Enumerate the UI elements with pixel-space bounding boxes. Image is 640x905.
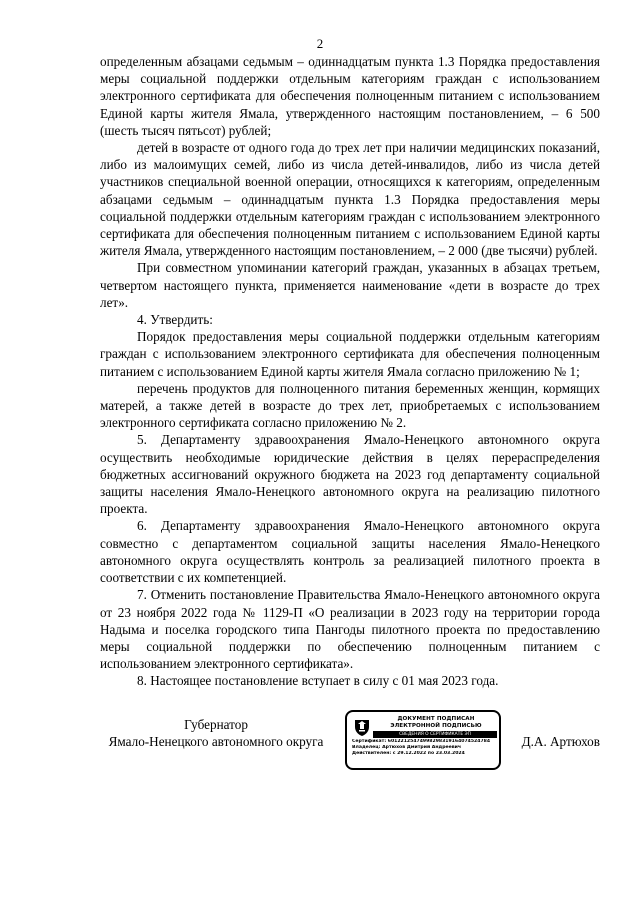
electronic-signature-stamp <box>345 710 501 770</box>
paragraph: При совместном упоминании категорий граждан, указанных в абзацах третьем, четвертом настоящего пункта, применяется наименование «дети в возрасте до трех лет». <box>100 260 600 310</box>
paragraph: перечень продуктов для полноценного питания беременных женщин, кормящих матерей, а также детей в возрасте до трех лет, приобретаемых с использованием электронного сертификата согласно приложению № 2. <box>100 380 600 431</box>
stamp-title-line: ЭЛЕКТРОННОЙ ПОДПИСЬЮ <box>390 723 482 729</box>
signatory-region: Ямало-Ненецкого автономного округа <box>108 734 324 750</box>
stamp-band: СВЕДЕНИЯ О СЕРТИФИКАТЕ ЭП <box>373 731 497 738</box>
signature-block <box>100 716 600 776</box>
stamp-validity: Действителен: с 29.12.2022 по 23.03.2024 <box>352 751 465 757</box>
paragraph: 7. Отменить постановление Правительства Ямало-Ненецкого автономного округа от 23 ноября 2022 года № 1129-П «О реализации в 2023 году на территории города Надыма и поселка городского типа Пангоды пилотного проекта по предоставлению меры социальной поддержки по обеспечению полноценным питанием с использованием электронного сертификата». <box>100 587 600 672</box>
paragraph: 5. Департаменту здравоохранения Ямало-Ненецкого автономного округа осуществить необходимые юридические действия в целях перераспределения бюджетных ассигнований окружного бюджета на 2023 год департаменту социальной защиты населения Ямало-Ненецкого автономного округа на реализацию пилотного проекта. <box>100 432 600 517</box>
stamp-title <box>373 716 499 730</box>
signatory-name: Д.А. Артюхов <box>521 734 600 749</box>
signatory-position <box>100 716 332 750</box>
coat-of-arms-icon <box>352 717 372 737</box>
document-body <box>100 53 600 690</box>
paragraph: 6. Департаменту здравоохранения Ямало-Ненецкого автономного округа совместно с департаментом социальной защиты населения Ямало-Ненецкого автономного округа осуществлять контроль за реализацией пилотного проекта в соответствии с их компетенцией. <box>100 518 600 586</box>
stamp-title-line: ДОКУМЕНТ ПОДПИСАН <box>397 716 475 722</box>
paragraph: определенным абзацами седьмым – одиннадцатым пункта 1.3 Порядка предоставления меры социальной поддержки отдельным категориям граждан с использованием электронного сертификата для обеспечения полноценным питанием с использованием Единой карты жителя Ямала, утвержденного настоящим постановлением, – 6 500 (шесть тысяч пятьсот) рублей; <box>100 54 600 138</box>
page-number: 2 <box>316 36 324 51</box>
stamp-certificate: Сертификат: 60122125474998298319164074524784 <box>352 739 491 744</box>
stamp-details <box>352 739 500 758</box>
stamp-owner: Владелец: Артюхов Дмитрий Андреевич <box>352 745 462 751</box>
signatory-title: Губернатор <box>184 717 248 732</box>
paragraph: детей в возрасте от одного года до трех лет при наличии медицинских показаний, либо из малоимущих семей, либо из числа детей-инвалидов, либо из числа детей участников специальной военной операции, относящихся к категориям, определенным абзацами седьмым – одиннадцатым пункта 1.3 Порядка предоставления меры социальной поддержки отдельным категориям граждан с использованием электронного сертификата для обеспечения полноценным питанием с использованием Единой карты жителя Ямала, утвержденного настоящим постановлением, – 2 000 (две тысячи) рублей. <box>100 140 600 259</box>
paragraph: 4. Утвердить: <box>137 312 213 328</box>
paragraph: Порядок предоставления меры социальной поддержки отдельным категориям граждан с использованием электронного сертификата для обеспечения полноценным питанием с использованием Единой карты жителя Ямала согласно приложению № 1; <box>100 329 600 379</box>
paragraph: 8. Настоящее постановление вступает в силу с 01 мая 2023 года. <box>137 673 499 689</box>
